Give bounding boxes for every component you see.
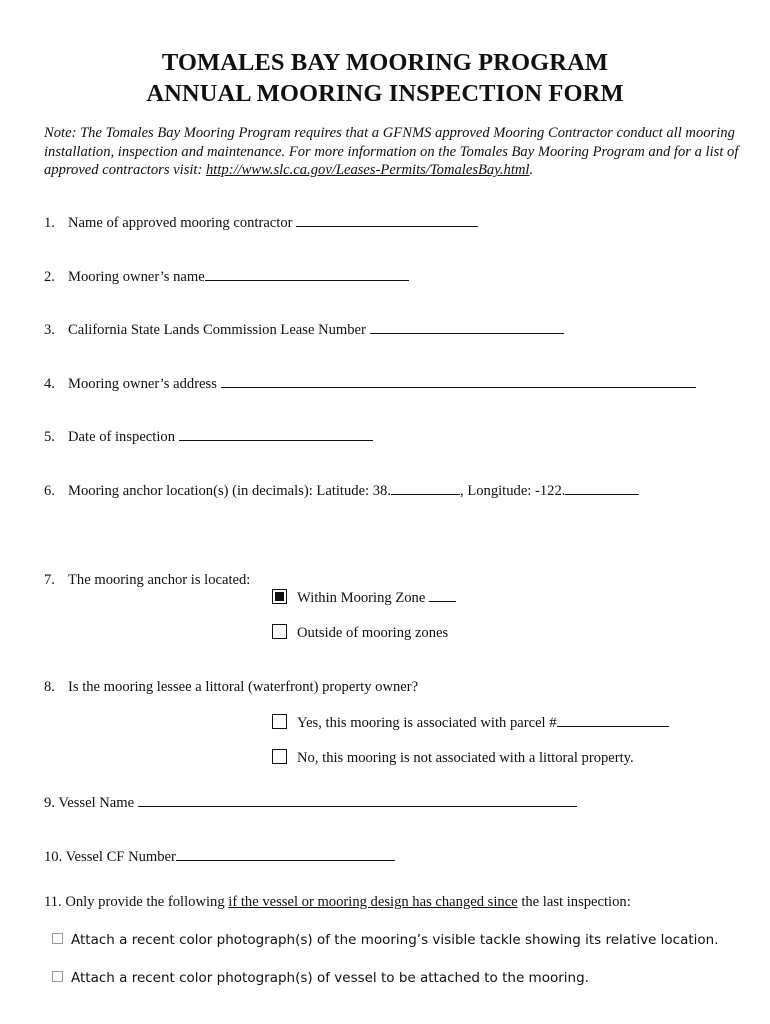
question-number: 8. [44,679,55,695]
question-10 [44,848,395,866]
yes-parcel-checkbox[interactable] [272,714,287,729]
attach-vessel-photo-item [52,969,589,987]
within-zone-field[interactable] [429,589,456,602]
vessel-cf-number-field[interactable] [176,848,395,861]
question-number: 7. [44,572,55,588]
attach-label: Attach a recent color photograph(s) of vessel to be attached to the mooring. [71,970,589,986]
question-label: The mooring anchor is located: [68,572,251,588]
attach-vessel-checkbox[interactable] [52,971,63,982]
option-label: No, this mooring is not associated with a littoral property. [297,750,634,766]
lease-number-field[interactable] [370,321,564,334]
question-label: Date of inspection [68,429,179,445]
option-label: Within Mooring Zone [297,590,429,606]
option-label: Outside of mooring zones [297,625,449,641]
question-6 [44,482,639,500]
longitude-label: , Longitude: -122. [460,483,566,499]
question-number: 1. [44,215,55,231]
note-text: Note: The Tomales Bay Mooring Program requires that a GFNMS approved Mooring Contractor conduct all mooring installation, inspection and maintenance. For more information on the Tomales Bay Mooring Program and for a list of approved contractors visit: [44,125,739,179]
latitude-field[interactable] [391,482,460,495]
note-end: . [529,162,534,179]
option-outside-zones [272,624,448,642]
question-number: 4. [44,376,55,392]
attach-tackle-checkbox[interactable] [52,933,63,944]
parcel-number-field[interactable] [557,714,669,727]
question-3 [44,321,564,339]
question-5 [44,428,373,446]
question-4 [44,375,696,393]
form-title-line-1: TOMALES BAY MOORING PROGRAM [161,49,609,76]
question-number: 6. [44,483,55,499]
question-label: 9. Vessel Name [44,795,138,811]
program-note [44,124,744,180]
vessel-name-field[interactable] [138,794,577,807]
owner-address-field[interactable] [221,375,696,388]
question-label: Mooring owner’s name [68,269,205,285]
note-link[interactable]: http://www.slc.ca.gov/Leases-Permits/TomalesBay.html [206,162,530,179]
within-zone-checkbox[interactable] [272,589,287,604]
question-label-end: the last inspection: [517,894,631,910]
question-number: 3. [44,322,55,338]
question-label: Mooring anchor location(s) (in decimals): Latitude: 38. [68,483,392,499]
longitude-field[interactable] [565,482,639,495]
owner-name-field[interactable] [205,268,409,281]
no-littoral-checkbox[interactable] [272,749,287,764]
question-label: Name of approved mooring contractor [68,215,297,231]
option-label: Yes, this mooring is associated with parcel # [297,715,557,731]
option-within-zone [272,589,456,607]
question-label: 10. Vessel CF Number [44,849,176,865]
form-title-line-2: ANNUAL MOORING INSPECTION FORM [146,80,624,107]
question-label: 11. Only provide the following [44,894,229,910]
question-1 [44,214,478,232]
inspection-date-field[interactable] [179,428,373,441]
outside-zones-checkbox[interactable] [272,624,287,639]
question-condition: if the vessel or mooring design has changed since [228,894,518,910]
contractor-name-field[interactable] [296,214,478,227]
question-2 [44,268,409,286]
attach-label: Attach a recent color photograph(s) of the mooring’s visible tackle showing its relative location. [71,932,719,948]
question-label: Is the mooring lessee a littoral (waterfront) property owner? [68,679,419,695]
attach-tackle-photo-item [52,931,719,949]
question-number: 5. [44,429,55,445]
question-label: California State Lands Commission Lease Number [68,322,370,338]
question-8 [44,678,418,696]
option-yes-parcel [272,714,669,732]
question-label: Mooring owner’s address [68,376,221,392]
question-11 [44,893,631,911]
question-7 [44,571,250,589]
question-9 [44,794,577,812]
question-number: 2. [44,269,55,285]
option-no-littoral [272,749,634,767]
